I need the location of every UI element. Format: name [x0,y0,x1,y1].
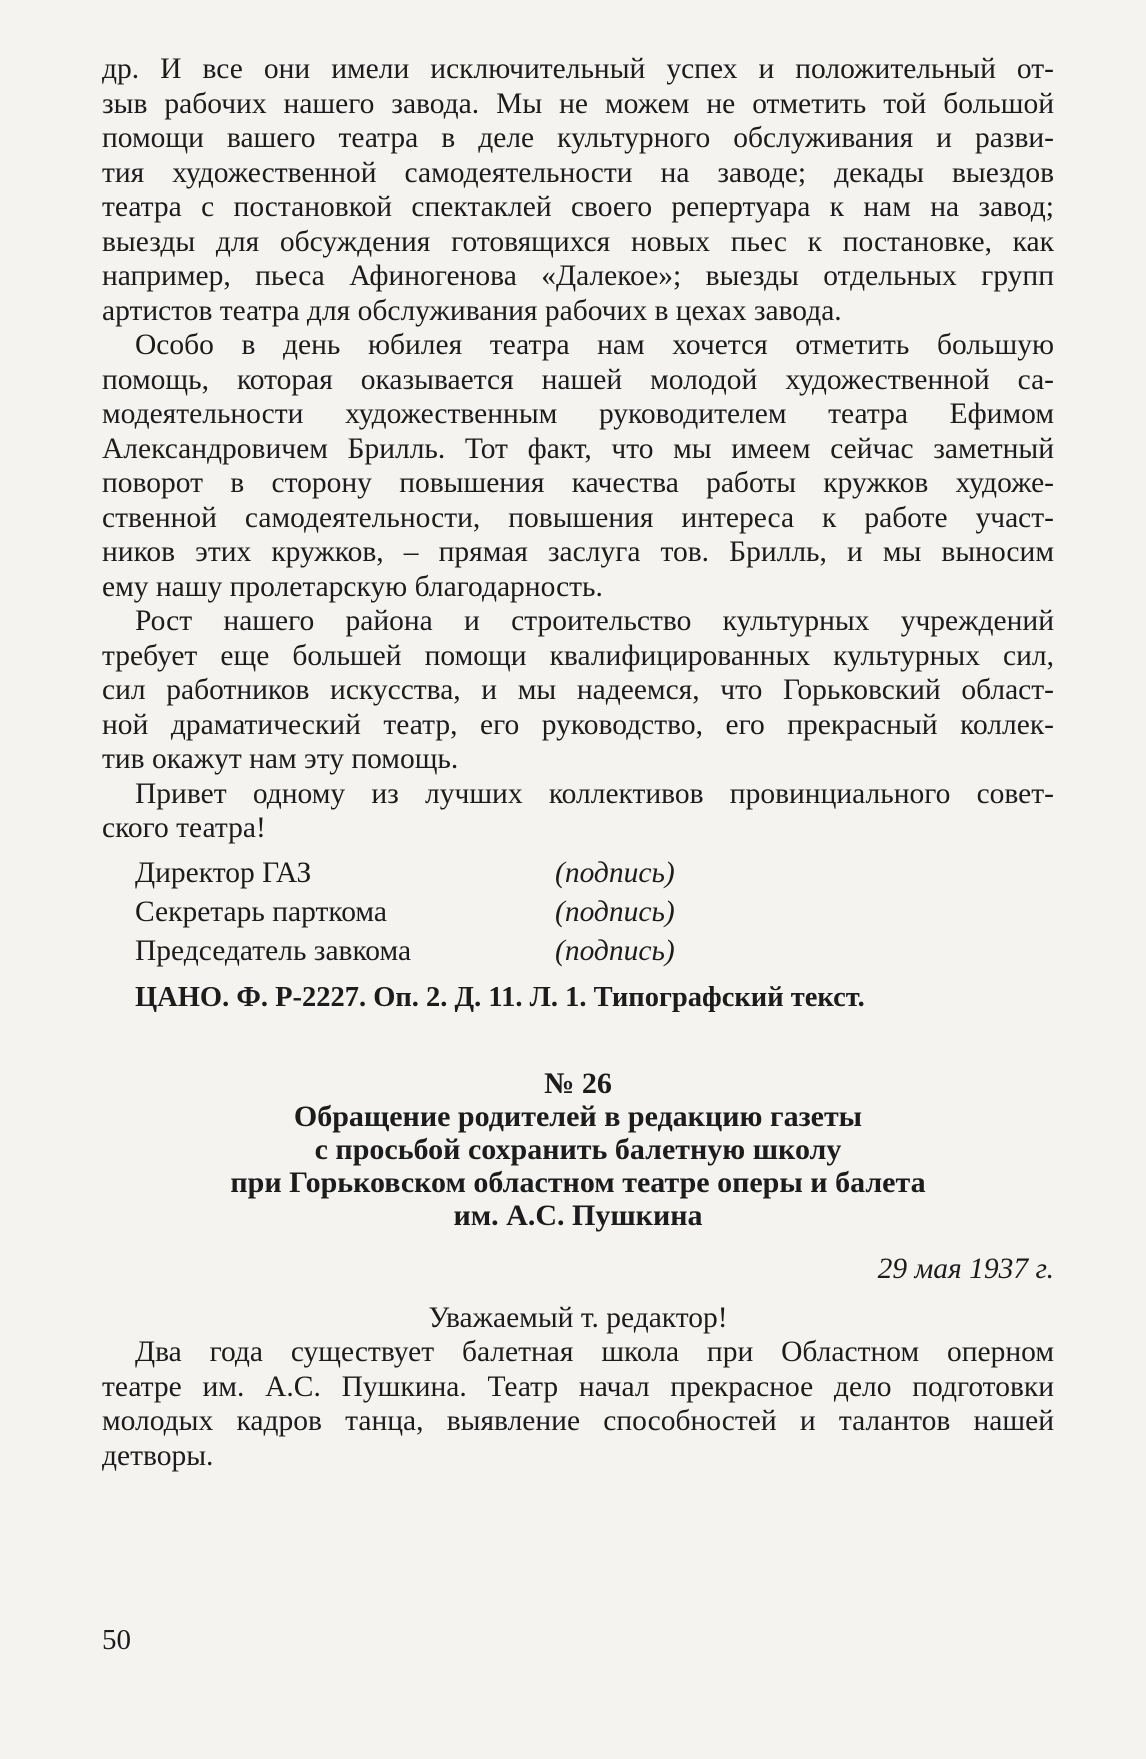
document-title-line: при Горьковском областном театре оперы и балета [230,1166,926,1199]
text-line: помощи вашего театра в деле культурного обслуживания и разви- [102,122,1054,154]
signature-mark: (подпись) [555,856,675,889]
text-line: Привет одному из лучших коллективов провинциального совет- [135,777,1054,810]
text-line: ственной самодеятельности, повышения интереса к работе участ- [102,501,1054,534]
text-line: модеятельности художественным руководителем театра Ефимом [102,398,1054,430]
text-line: поворот в сторону повышения качества работы кружков художе- [102,467,1054,499]
text-line: артистов театра для обслуживания рабочих в цехах завода. [102,294,842,327]
document-title-line: им. А.С. Пушкина [453,1199,703,1232]
document-number: № 26 [544,1067,612,1100]
text-line: Особо в день юбилея театра нам хочется отметить большую [135,329,1054,361]
body-text [102,52,1054,1473]
paragraph-3 [102,604,1054,777]
text-line: ского театра! [102,812,266,844]
signature-mark: (подпись) [555,934,675,967]
signature-block [135,854,1054,971]
document-date: 29 мая 1937 г. [877,1253,1054,1285]
document-title-line: Обращение родителей в редакцию газеты [293,1100,863,1133]
signature-role: Председатель завкома [135,934,412,967]
text-line: помощь, которая оказывается нашей молодой художественной са- [102,363,1054,396]
text-line: др. И все они имели исключительный успех и положительный от- [102,53,1054,85]
text-line: ему нашу пролетарскую благодарность. [102,570,603,603]
paragraph-1 [102,52,1054,328]
text-line: зыв рабочих нашего завода. Мы не можем не отметить той большой [102,87,1054,120]
text-line: Рост нашего района и строительство культурных учреждений [135,605,1054,637]
archive-reference: ЦАНО. Ф. Р-2227. Оп. 2. Д. 11. Л. 1. Типографский текст. [135,981,865,1013]
paragraph-4 [102,777,1054,846]
text-line: например, пьеса Афиногенова «Далекое»; выезды отдельных групп [102,260,1054,292]
paragraph-2 [102,328,1054,604]
text-line: тив окажут нам эту помощь. [102,743,459,775]
text-line: детворы. [102,1439,214,1472]
signature-role: Директор ГАЗ [135,856,312,889]
letter-paragraph [102,1335,1054,1473]
signature-mark: (подпись) [555,895,675,928]
text-line: сил работников искусства, и мы надеемся, что Горьковский област- [102,674,1054,706]
document-title-line: с просьбой сохранить балетную школу [314,1133,842,1166]
text-line: ников этих кружков, – прямая заслуга тов. Брилль, и мы выносим [102,536,1054,568]
text-line: молодых кадров танца, выявление способностей и талантов нашей [102,1405,1054,1437]
text-line: Два года существует балетная школа при Областном оперном [135,1336,1054,1368]
text-line: театра с постановкой спектаклей своего репертуара к нам на завод; [102,191,1054,223]
text-line: ной драматический театр, его руководство, его прекрасный коллек- [102,708,1054,741]
text-line: выезды для обсуждения готовящихся новых пьес к постановке, как [102,225,1054,258]
text-line: тия художественной самодеятельности на заводе; декады выездов [102,156,1054,189]
signature-role: Секретарь парткома [135,895,387,928]
text-line: театре им. А.С. Пушкина. Театр начал прекрасное дело подготовки [102,1370,1054,1403]
document-heading [102,1067,1054,1232]
page-number: 50 [102,1624,131,1656]
salutation: Уважаемый т. редактор! [428,1301,728,1334]
text-line: требует еще большей помощи квалифицированных культурных сил, [102,639,1054,672]
text-line: Александровичем Брилль. Тот факт, что мы имеем сейчас заметный [102,432,1054,465]
